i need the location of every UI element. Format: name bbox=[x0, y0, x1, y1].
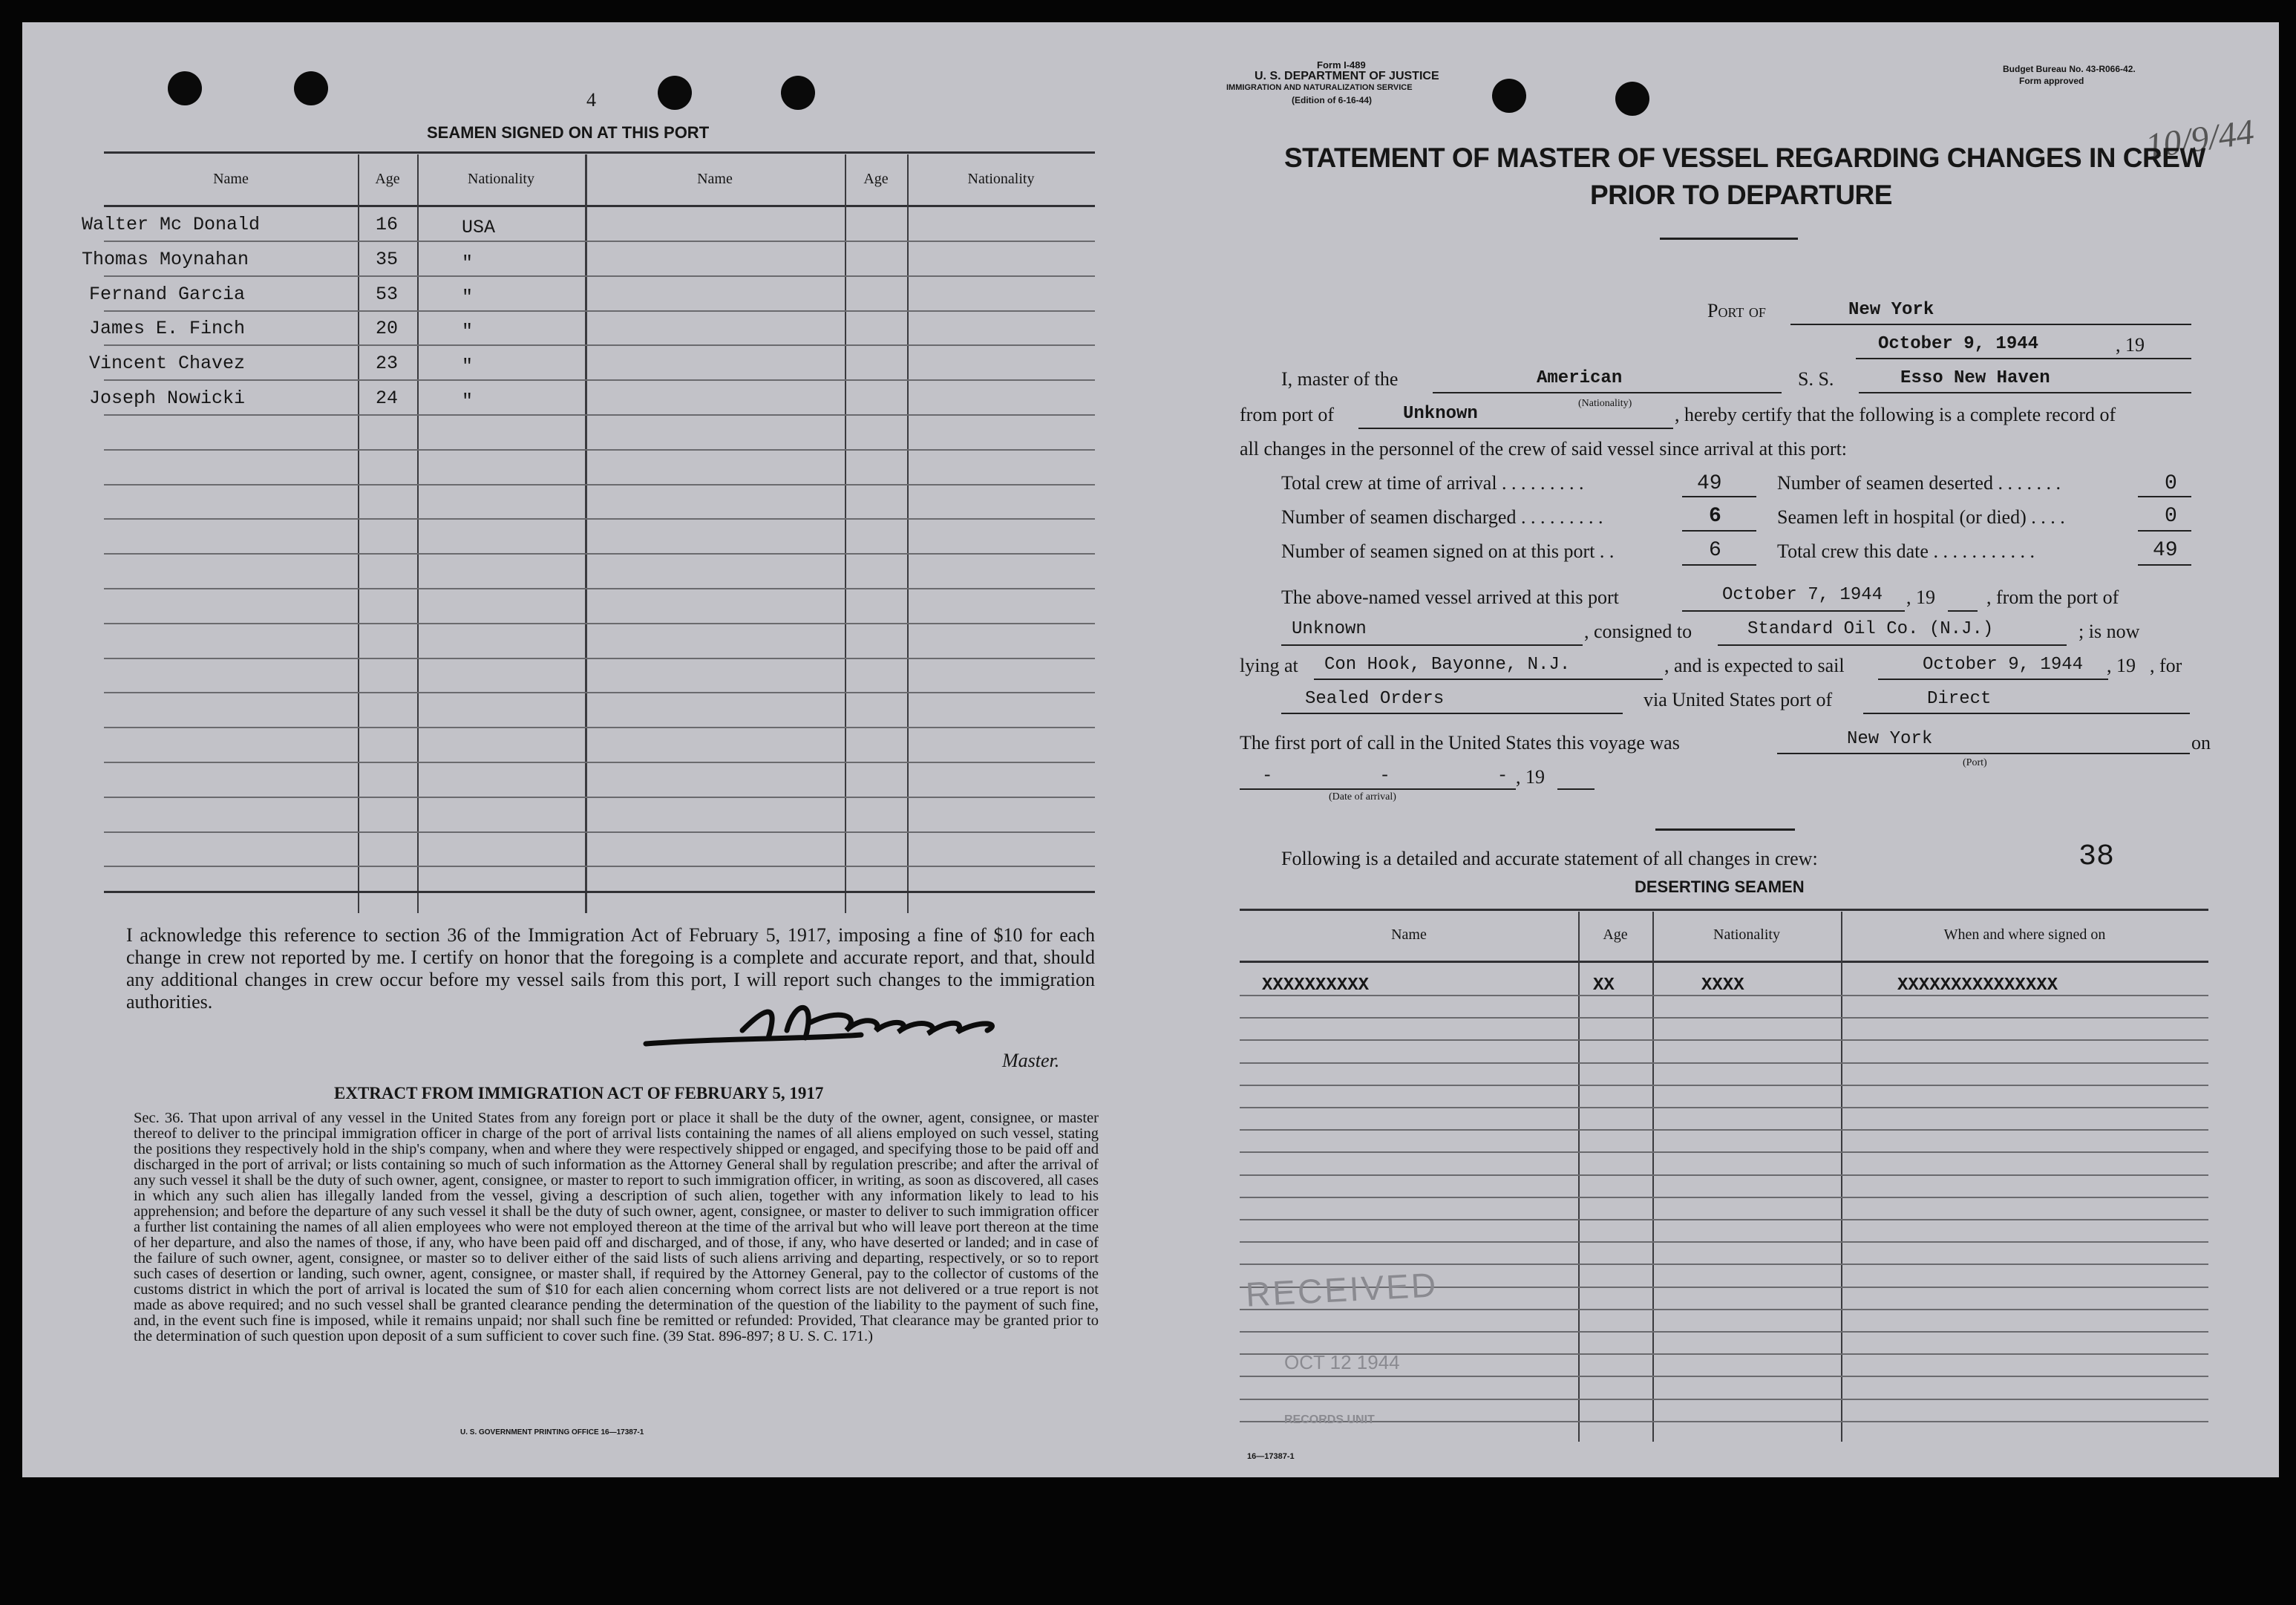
col-divider bbox=[358, 154, 359, 913]
hospital-label: Seamen left in hospital (or died) . . . . bbox=[1777, 506, 2065, 528]
deserting-nationality: XXXX bbox=[1701, 975, 1744, 996]
col-divider bbox=[845, 154, 846, 913]
table-row-rule bbox=[104, 762, 1095, 763]
deserting-col-nationality: Nationality bbox=[1713, 926, 1780, 943]
agency-name: U. S. DEPARTMENT OF JUSTICE bbox=[1255, 70, 1439, 82]
table-row-rule bbox=[1240, 1174, 2208, 1176]
form-title-line1: STATEMENT OF MASTER OF VESSEL REGARDING CHANGES IN CREW bbox=[1284, 143, 2205, 173]
table-row-rule bbox=[1240, 1085, 2208, 1086]
certify-text: , hereby certify that the following is a complete record of bbox=[1675, 404, 2116, 425]
stat-underline bbox=[1682, 564, 1756, 566]
vessel-name: Esso New Haven bbox=[1900, 368, 2050, 388]
ss-label: S. S. bbox=[1798, 368, 1834, 390]
document-sheet bbox=[22, 22, 2279, 1477]
for-label: , for bbox=[2150, 655, 2182, 676]
origin-port: Unknown bbox=[1292, 619, 1367, 639]
form-title-line2: PRIOR TO DEPARTURE bbox=[1590, 180, 1892, 210]
total-crew-arrival-value: 49 bbox=[1697, 472, 1722, 495]
master-label: Master. bbox=[1002, 1050, 1060, 1071]
table-row-rule bbox=[104, 414, 1095, 416]
from-port-label: from port of bbox=[1240, 404, 1335, 425]
deserting-col-signed-on: When and where signed on bbox=[1943, 926, 2106, 943]
printer-line: U. S. GOVERNMENT PRINTING OFFICE 16—17387-1 bbox=[460, 1428, 644, 1436]
first-port-underline bbox=[1777, 753, 2190, 754]
deserting-name: XXXXXXXXXX bbox=[1262, 975, 1370, 996]
deserting-seamen-title: DESERTING SEAMEN bbox=[1635, 877, 1805, 896]
arrived-year-underline bbox=[1948, 610, 1978, 612]
following-label: Following is a detailed and accurate statement of all changes in crew: bbox=[1281, 848, 1818, 869]
punch-hole bbox=[294, 71, 328, 105]
table-row-rule bbox=[1240, 1151, 2208, 1153]
table-row-rule bbox=[104, 518, 1095, 520]
destination: Sealed Orders bbox=[1305, 689, 1445, 709]
seaman-age: 16 bbox=[376, 214, 399, 235]
on-label: on bbox=[2191, 732, 2211, 754]
from-port-value: Unknown bbox=[1403, 404, 1478, 424]
arrived-date: October 7, 1944 bbox=[1722, 585, 1883, 605]
punch-hole bbox=[168, 71, 202, 105]
consignee-underline bbox=[1718, 644, 2067, 646]
table-row-rule bbox=[104, 241, 1095, 242]
total-crew-date-value: 49 bbox=[2153, 539, 2178, 562]
col-divider bbox=[1652, 912, 1654, 1442]
page-number: 4 bbox=[586, 89, 596, 111]
table-row-rule bbox=[1240, 1107, 2208, 1108]
signed-on-label: Number of seamen signed on at this port . . bbox=[1281, 540, 1615, 562]
col-divider bbox=[1578, 912, 1580, 1442]
seaman-nationality: USA bbox=[462, 217, 496, 238]
first-port-label: The first port of call in the United States this voyage was bbox=[1240, 732, 1680, 754]
table-row-rule bbox=[1240, 1376, 2208, 1377]
seaman-age: 53 bbox=[376, 284, 399, 305]
table-row-rule bbox=[104, 692, 1095, 693]
sail-year: , 19 bbox=[2107, 655, 2136, 676]
table-row-rule bbox=[1240, 1062, 2208, 1064]
seaman-nationality: " bbox=[462, 321, 474, 342]
deserting-signed-on: XXXXXXXXXXXXXXX bbox=[1897, 975, 2058, 996]
col-header-nationality: Nationality bbox=[967, 171, 1035, 187]
table-row-rule bbox=[1240, 1017, 2208, 1019]
consigned-label: , consigned to bbox=[1584, 621, 1692, 642]
seaman-nationality: " bbox=[462, 287, 474, 308]
extract-title: EXTRACT FROM IMMIGRATION ACT OF FEBRUARY 5, 1917 bbox=[334, 1084, 824, 1102]
table-row-rule bbox=[104, 658, 1095, 659]
total-crew-arrival-label: Total crew at time of arrival . . . . . . . . . bbox=[1281, 472, 1584, 494]
table-row-rule bbox=[104, 553, 1095, 555]
vessel-nationality: American bbox=[1537, 368, 1623, 388]
table-top-rule bbox=[104, 151, 1095, 154]
table-row-rule bbox=[104, 588, 1095, 589]
table-row-rule bbox=[1240, 1331, 2208, 1333]
table-row-rule bbox=[1240, 1219, 2208, 1220]
arrival-year-underline bbox=[1557, 788, 1595, 790]
table-row-rule bbox=[104, 866, 1095, 867]
deserting-header-rule bbox=[1240, 961, 2208, 963]
seaman-age: 20 bbox=[376, 318, 399, 339]
left-page-title: SEAMEN SIGNED ON AT THIS PORT bbox=[427, 123, 710, 142]
table-row-rule bbox=[104, 275, 1095, 277]
port-caption: (Port) bbox=[1963, 757, 1987, 768]
col-header-name: Name bbox=[697, 171, 733, 187]
arrived-year: , 19 bbox=[1906, 586, 1935, 608]
deserting-age: XX bbox=[1593, 975, 1615, 996]
deserted-value: 0 bbox=[2165, 472, 2177, 495]
expected-sail-label: , and is expected to sail bbox=[1664, 655, 1845, 676]
table-row-rule bbox=[1240, 1129, 2208, 1131]
via-port: Direct bbox=[1927, 689, 1992, 709]
table-row-rule bbox=[104, 310, 1095, 312]
stat-underline bbox=[2138, 496, 2191, 497]
first-port: New York bbox=[1847, 729, 1933, 749]
col-header-name: Name bbox=[213, 171, 249, 187]
seaman-name: Thomas Moynahan bbox=[82, 249, 249, 270]
deserting-col-age: Age bbox=[1603, 926, 1628, 943]
margin-note-date: 10/9/44 bbox=[2143, 112, 2257, 166]
seaman-name: Fernand Garcia bbox=[89, 284, 246, 305]
budget-bureau-number: Budget Bureau No. 43-R066-42. bbox=[2003, 64, 2136, 74]
seaman-nationality: " bbox=[462, 356, 474, 377]
table-row-rule bbox=[1240, 1421, 2208, 1422]
deserted-label: Number of seamen deserted . . . . . . . bbox=[1777, 472, 2061, 494]
seaman-age: 23 bbox=[376, 353, 399, 374]
col-divider bbox=[907, 154, 909, 913]
table-row-rule bbox=[1240, 1399, 2208, 1400]
stat-underline bbox=[2138, 564, 2191, 566]
form-approved-label: Form approved bbox=[2019, 76, 2084, 86]
vessel-underline bbox=[1859, 392, 2191, 393]
received-stamp: RECEIVED bbox=[1244, 1265, 1439, 1314]
signed-on-value: 6 bbox=[1709, 539, 1721, 562]
table-row-rule bbox=[104, 344, 1095, 346]
col-header-age: Age bbox=[863, 171, 889, 187]
seaman-nationality: " bbox=[462, 252, 474, 274]
arrival-date-blank: - - - bbox=[1262, 766, 1508, 786]
seaman-age: 24 bbox=[376, 388, 399, 409]
table-row-rule bbox=[1240, 1309, 2208, 1310]
seaman-age: 35 bbox=[376, 249, 399, 270]
seaman-name: Vincent Chavez bbox=[89, 353, 246, 374]
service-name: IMMIGRATION AND NATURALIZATION SERVICE bbox=[1226, 83, 1413, 92]
via-underline bbox=[1863, 713, 2190, 714]
punch-hole bbox=[658, 76, 692, 110]
acknowledgement-text: I acknowledge this reference to section 36 of the Immigration Act of February 5, 1917, imposing a fine of $10 for each change in crew not reported by me. I certify on honor that the foregoing is a complete and accurate report, and that, should any additional changes in crew occur before my vessel sails from this port, I will report such changes to the immigration authorities. bbox=[126, 924, 1095, 1013]
seaman-name: Joseph Nowicki bbox=[89, 388, 246, 409]
total-crew-date-label: Total crew this date . . . . . . . . . . . bbox=[1777, 540, 2035, 562]
table-row-rule bbox=[104, 379, 1095, 381]
table-header-rule bbox=[104, 205, 1095, 207]
arrived-underline bbox=[1682, 610, 1905, 612]
nationality-caption: (Nationality) bbox=[1578, 398, 1632, 409]
statement-date: October 9, 1944 bbox=[1878, 334, 2039, 354]
col-header-nationality: Nationality bbox=[468, 171, 534, 187]
deserting-top-rule bbox=[1240, 909, 2208, 911]
master-of-label: I, master of the bbox=[1281, 368, 1399, 390]
port-label: Port of bbox=[1707, 300, 1766, 321]
lying-at-value: Con Hook, Bayonne, N.J. bbox=[1324, 655, 1571, 675]
table-row-rule bbox=[104, 727, 1095, 728]
via-label: via United States port of bbox=[1643, 689, 1833, 710]
seaman-name: Walter Mc Donald bbox=[82, 214, 261, 235]
punch-hole bbox=[1492, 79, 1526, 113]
lying-at-label: lying at bbox=[1240, 655, 1298, 676]
arrival-date-underline bbox=[1240, 788, 1516, 790]
hospital-value: 0 bbox=[2165, 505, 2177, 528]
arrived-label: The above-named vessel arrived at this port bbox=[1281, 586, 1619, 608]
stat-underline bbox=[1682, 496, 1756, 497]
section-divider bbox=[1655, 828, 1795, 831]
table-row-rule bbox=[1240, 1197, 2208, 1198]
punch-hole bbox=[781, 76, 815, 110]
form-footer: 16—17387-1 bbox=[1247, 1452, 1295, 1461]
arrival-year: , 19 bbox=[1516, 766, 1545, 788]
table-row-rule bbox=[104, 484, 1095, 486]
table-row-rule bbox=[1240, 1264, 2208, 1265]
port-value: New York bbox=[1848, 300, 1934, 320]
table-row-rule bbox=[104, 623, 1095, 624]
table-row-rule bbox=[104, 449, 1095, 451]
seaman-nationality: " bbox=[462, 390, 474, 412]
title-underline bbox=[1660, 238, 1798, 240]
discharged-label: Number of seamen discharged . . . . . . . . . bbox=[1281, 506, 1603, 528]
sail-date-underline bbox=[1878, 679, 2108, 680]
discharged-value: 6 bbox=[1709, 505, 1721, 528]
port-underline bbox=[1790, 324, 2191, 325]
edition-label: (Edition of 6-16-44) bbox=[1292, 95, 1373, 105]
consignee: Standard Oil Co. (N.J.) bbox=[1747, 619, 1994, 639]
certify-text-2: all changes in the personnel of the crew of said vessel since arrival at this port: bbox=[1240, 438, 1848, 460]
table-bottom-rule bbox=[104, 891, 1095, 893]
is-now-label: ; is now bbox=[2078, 621, 2140, 642]
stat-underline bbox=[2138, 530, 2191, 532]
table-row-rule bbox=[104, 831, 1095, 833]
origin-underline bbox=[1281, 644, 1583, 646]
date-caption: (Date of arrival) bbox=[1329, 791, 1396, 802]
col-divider bbox=[585, 154, 587, 913]
changes-count: 38 bbox=[2078, 840, 2115, 874]
records-unit-stamp: RECORDS UNIT bbox=[1284, 1413, 1375, 1426]
stat-underline bbox=[1682, 530, 1756, 532]
lying-at-underline bbox=[1314, 679, 1663, 680]
deserting-col-name: Name bbox=[1391, 926, 1427, 943]
col-header-age: Age bbox=[375, 171, 400, 187]
date-underline bbox=[1856, 358, 2191, 359]
destination-underline bbox=[1281, 713, 1623, 714]
from-the-port-label: , from the port of bbox=[1986, 586, 2119, 608]
statement-year: , 19 bbox=[2116, 334, 2145, 356]
table-row-rule bbox=[1240, 1241, 2208, 1243]
form-number: Form I-489 bbox=[1317, 59, 1366, 71]
nationality-underline bbox=[1433, 392, 1782, 393]
received-stamp-date: OCT 12 1944 bbox=[1284, 1351, 1400, 1373]
extract-text: Sec. 36. That upon arrival of any vessel in the United States from any foreign port or place it shall be the duty of the owner, agent, consignee, or master thereof to deliver to the principal immigration officer in charge of the port of arrival lists containing the names of all aliens employed on such vessel, stating the positions they respectively hold in the ship's company, when and where they were respectively shipped or engaged, and specifying those to be paid off and discharged in the port of arrival; or lists containing so much of such information as the Attorney General shall by regulation prescribe; and after the arrival of any such vessel it shall be the duty of such owner, agent, consignee, or master to report to such immigration officer, in writing, as soon as discovered, all cases in which any such alien has illegally landed from the vessel, giving a description of such alien, together with any information likely to lead to his apprehension; and before the departure of any such vessel it shall be the duty of such owner, agent, consignee, or master to deliver to such immigration officer a further list containing the names of all alien employees who were not employed thereon at the time of the arrival but who will leave port thereon at the time of her departure, and also the names of those, if any, who have been paid off and discharged, and of those, if any, who have deserted or landed; and in case of the failure of such owner, agent, consignee, or master so to deliver either of the said lists of such aliens arriving and departing, respectively, or so to report such cases of desertion or landing, such owner, agent, consignee, or master shall, if required by the Attorney General, pay to the collector of customs of the customs district in which the port of arrival is located the sum of $10 for each alien concerning whom correct lists are not delivered or a true report is not made as above required; and no such vessel shall be granted clearance pending the determination of the question of the liability to the payment of such fine, and, in the event such fine is imposed, while it remains unpaid; nor shall such fine be remitted or refunded: Provided, That clearance may be granted prior to the determination of such question upon deposit of a sum sufficient to cover such fine. (39 Stat. 896-897; 8 U. S. C. 171.) bbox=[134, 1110, 1099, 1344]
table-row-rule bbox=[1240, 1039, 2208, 1041]
sail-date: October 9, 1944 bbox=[1923, 655, 2084, 675]
punch-hole bbox=[1615, 82, 1649, 116]
table-row-rule bbox=[104, 797, 1095, 798]
seaman-name: James E. Finch bbox=[89, 318, 246, 339]
from-port-underline bbox=[1358, 428, 1673, 429]
col-divider bbox=[417, 154, 419, 913]
col-divider bbox=[1841, 912, 1842, 1442]
